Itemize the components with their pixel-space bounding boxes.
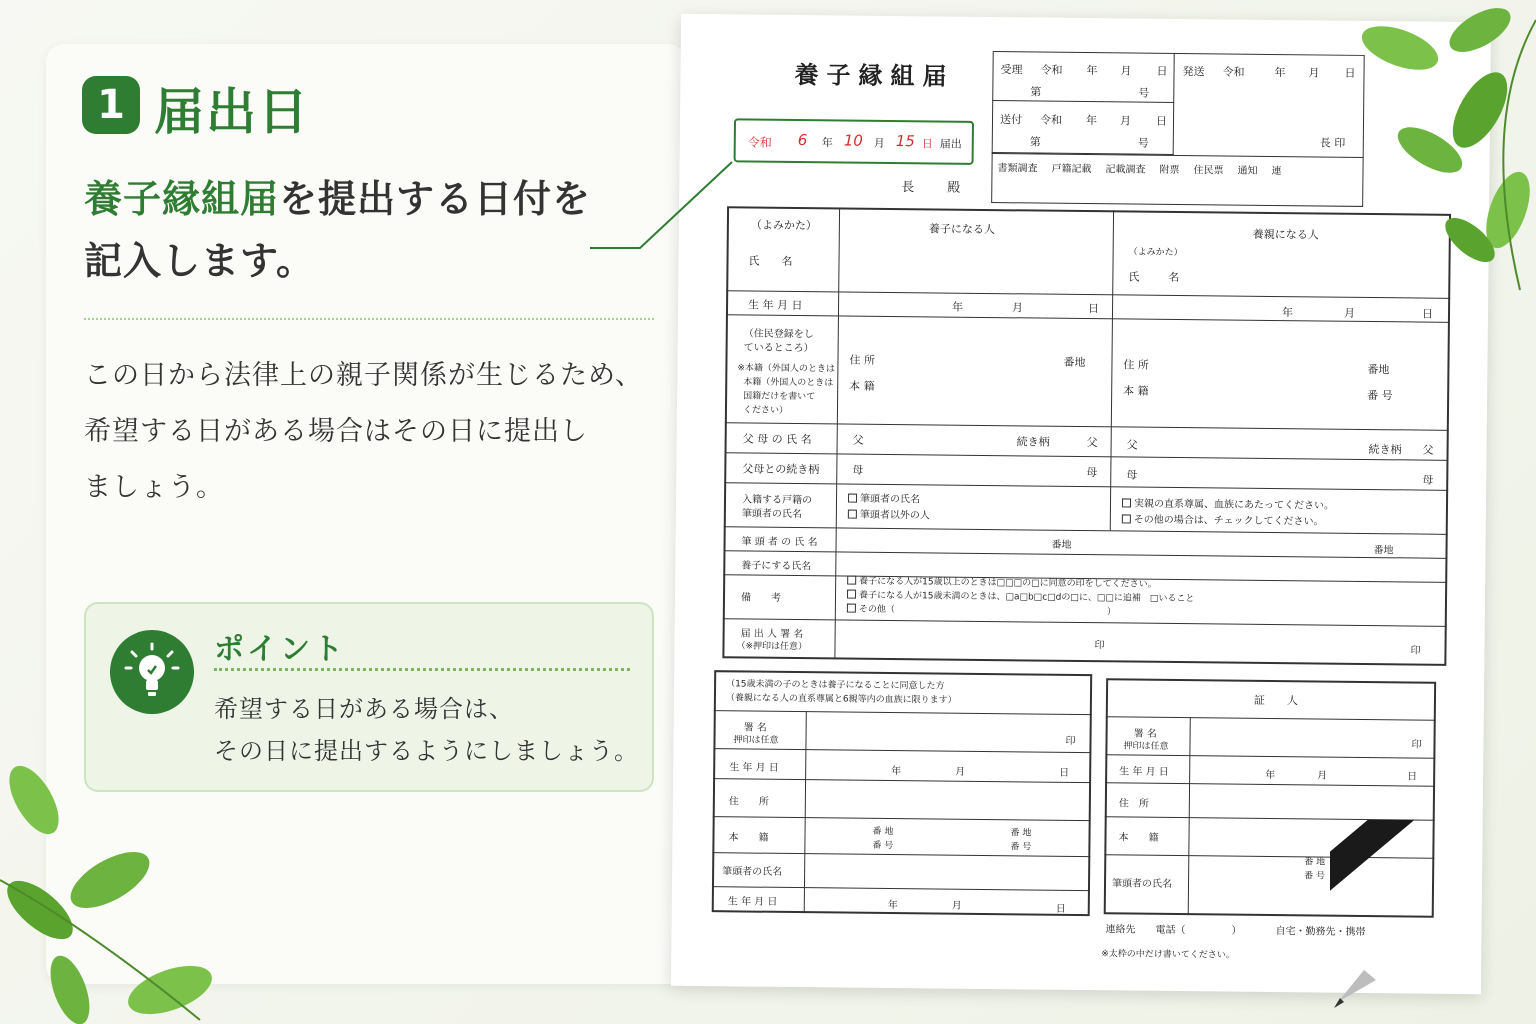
submission-date-highlight: 令和 6 年 10 月 15 日 届出 [734,118,974,165]
step-number-badge: 1 [82,76,140,134]
step-title: 届出日 [154,83,310,141]
leaf-decoration-bottom-left [0,760,230,1024]
adoption-form-paper: 養子縁組届 受理 令和 年 月 日 第 号 送付 令和 年 月 日 第 号 発送 令和 年 月 日 長 印 書類調査 戸籍記載 記載調査 附票 住民票 通知 連 令和 6 年 10 月 15 日 届出 長 殿 （よみかた） 養子になる人 養親になる人 （よみかた） 氏 名 氏 名 生 年 月 日 年 月 日 年 月 日 （住民登録をし ているところ） ※本籍（外国人のときは 本籍（外国人のときは 国籍だけを書いて ください） 住 所 番地 本 籍 住 所 番地 本 籍 番 号 父 母 の 氏 名 父母との続き柄 父 母 続き柄 父 母 父 母 続き柄 父 母 入籍する戸籍の 筆頭者の氏名 筆頭者の氏名 筆頭者以外の人 実親の直系尊属、血族にあたってください。 その他の場合は、チェックしてください。 筆 頭 者 の 氏 名 番地 番地 養子にする氏名 備 考 養子になる人が15歳以上のときは□□□の□に同意の印をしてください。 養子になる人が15歳未満のときは、□a□b□c□dの□に、□□に追補 □いること その他（ ） 届 出 人 署 名 （※押印は任意） 印 印 （15歳未満の子のときは養子になることに同意した方 （養親になる人の直系尊属と6親等内の血族に限ります） 署 名 押印は任意 印 生 年 月 日 年 月 日 住 所 本 籍 番 地 番 号 番 地 番 号 筆頭者の氏名 生 年 月 日 年 月 日 証 人 署 名 押印は任意 印 生 年 月 日 年 月 日 住 所 本 籍 番 地 番 号 筆頭者の氏名 連絡先 電話（ ） 自宅・勤務先・携帯 ※太枠の中だけ書いてください。 [671,14,1491,994]
point-line2: その日に提出するようにしましょう。 [214,737,639,765]
pen-icon [1330,820,1536,1010]
body-line2: 希望する日がある場合はその日に提出し [84,416,588,447]
form-title: 養子縁組届 [794,60,955,91]
leaf-decoration-top-right [1330,0,1536,300]
point-title: ポイント [214,632,346,667]
lead-rest: を提出する日付を [279,177,592,221]
body-line3: ましょう。 [84,472,224,503]
lead-line2: 記入します。 [84,239,315,283]
point-line1: 希望する日がある場合は、 [214,695,514,723]
lead-highlight: 養子縁組届 [84,177,280,221]
body-line1: この日から法律上の親子関係が生じるため、 [84,360,643,391]
office-cells: 書類調査 戸籍記載 記載調査 附票 住民票 通知 連 [997,163,1282,178]
